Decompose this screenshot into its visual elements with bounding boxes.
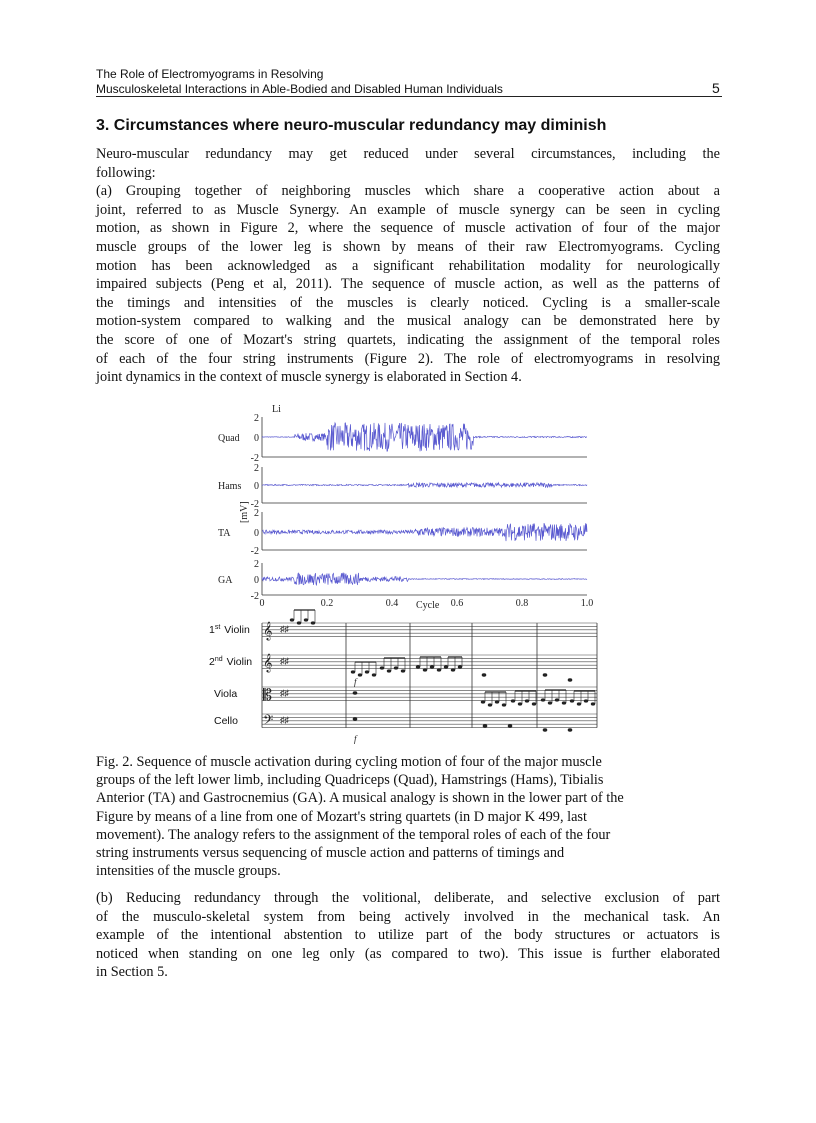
text-line: intensities of the muscle groups.	[96, 863, 281, 880]
note	[297, 621, 301, 624]
note	[508, 724, 513, 727]
note	[518, 702, 522, 705]
text-line: motion, as shown in Figure 2, where the sequence of muscle activation of four of the major	[96, 220, 720, 237]
note	[358, 673, 362, 676]
panel-title: Li	[272, 404, 281, 415]
note	[311, 621, 315, 624]
clef-icon: 𝄞	[263, 623, 273, 640]
x-tick-label: 1.0	[580, 598, 594, 609]
text-line: noticed when standing on one leg only (as compared to two). This issue is further elaborated	[96, 945, 720, 962]
ordinal-suffix: nd	[214, 656, 223, 663]
note	[353, 717, 358, 720]
note	[387, 669, 391, 672]
note	[532, 702, 536, 705]
emg-trace-hams	[262, 483, 587, 488]
text-line: of the musculo-skeletal system from being actively involved in the mechanical task. An	[96, 908, 720, 925]
x-tick-label: 0	[259, 598, 265, 609]
y-tick-label: 0	[254, 433, 259, 444]
instrument-name: Violin	[224, 624, 250, 636]
y-tick-label: 0	[254, 575, 259, 586]
note	[570, 699, 574, 702]
note	[525, 699, 529, 702]
ordinal: 2	[209, 656, 215, 668]
note	[430, 665, 434, 668]
note	[584, 699, 588, 702]
y-tick-label: -2	[250, 499, 259, 510]
text-line: Figure by means of a line from one of Mozart's string quartets (in D major K 499, last	[96, 808, 587, 825]
text-line: Anterior (TA) and Gastrocnemius (GA). A musical analogy is shown in the lower part of the	[96, 790, 624, 807]
note	[394, 666, 398, 669]
dynamic-forte: f	[354, 677, 357, 687]
note	[372, 673, 376, 676]
note	[502, 703, 506, 706]
clef-icon: 𝄞	[263, 655, 273, 672]
text-line: muscle groups of the lower leg is shown by means of their raw Electromyograms. Cycling	[96, 238, 720, 255]
note	[511, 699, 515, 702]
note	[451, 668, 455, 671]
y-tick-label: -2	[250, 591, 259, 602]
note	[562, 701, 566, 704]
y-tick-label: 0	[254, 481, 259, 492]
note	[290, 618, 294, 621]
note	[541, 698, 545, 701]
note	[353, 691, 358, 694]
emg-plot	[218, 404, 593, 611]
note	[482, 673, 487, 676]
ordinal: 1	[209, 624, 215, 636]
clef-icon: 𝄢	[263, 714, 274, 731]
note	[577, 702, 581, 705]
text-line: movement). The analogy refers to the assignment of the temporal roles of each of the four	[96, 826, 611, 843]
note	[380, 666, 384, 669]
text-line: motion-system compared to walking and the musical analogy can be demonstrated here by	[96, 313, 720, 330]
emg-trace-ga	[262, 573, 587, 585]
text-line: Neuro-muscular redundancy may get reduced under several circumstances, including the	[96, 146, 720, 162]
emg-trace-ta	[262, 523, 587, 541]
text-line: joint dynamics in the context of muscle synergy is elaborated in Section 4.	[96, 369, 522, 386]
note	[543, 728, 548, 731]
running-header-line1: The Role of Electromyograms in Resolving	[96, 67, 324, 81]
text-line: following:	[96, 164, 156, 181]
instrument-name: Violin	[226, 656, 253, 668]
x-axis-label: Cycle	[416, 600, 440, 611]
note	[568, 728, 573, 731]
text-line: of each of the four string instruments (Figure 2). The role of electromyograms in resolving	[96, 350, 720, 367]
emg-trace-quad	[262, 423, 587, 451]
y-tick-label: -2	[250, 546, 259, 557]
instrument-label	[209, 624, 250, 636]
y-tick-label: 2	[254, 463, 259, 474]
muscle-label: GA	[218, 575, 233, 586]
running-header-line2: Musculoskeletal Interactions in Able-Bodied and Disabled Human Individuals	[96, 82, 503, 96]
instrument-label: Cello	[214, 715, 238, 727]
note	[568, 678, 573, 681]
instrument-label	[209, 656, 252, 668]
note	[444, 665, 448, 668]
text-line: the score of one of Mozart's string quartets, indicating the assignment of the temporal roles	[96, 331, 720, 348]
key-signature: ♯♯	[280, 715, 289, 725]
muscle-label: TA	[218, 528, 231, 539]
instrument-label: Viola	[214, 688, 238, 700]
text-line: the timings and intensities of the muscles is clearly noticed. Cycling is a smaller-scale	[96, 294, 720, 311]
note	[488, 703, 492, 706]
text-line: string instruments versus sequencing of muscle action and patterns of timings and	[96, 844, 565, 861]
clef-icon: 𝄡	[263, 687, 272, 704]
note	[543, 673, 548, 676]
note	[495, 700, 499, 703]
text-line: example of the intentional abstention to utilize part of the body structures or actuators is	[96, 927, 720, 944]
x-tick-label: 0.4	[385, 598, 399, 609]
note	[437, 668, 441, 671]
y-tick-label: 0	[254, 528, 259, 539]
dynamic-forte: f	[354, 734, 357, 744]
muscle-label: Quad	[218, 433, 240, 444]
x-tick-label: 0.2	[320, 598, 334, 609]
text-line: Fig. 2. Sequence of muscle activation during cycling motion of four of the major muscle	[96, 754, 602, 770]
key-signature: ♯♯	[280, 624, 289, 634]
note	[481, 700, 485, 703]
music-score	[209, 610, 597, 744]
text-line: joint, referred to as Muscle Synergy. An example of muscle synergy can be seen in cycling	[96, 201, 720, 218]
section-title: 3. Circumstances where neuro-muscular redundancy may diminish	[96, 117, 607, 134]
y-tick-label: 2	[254, 508, 259, 519]
text-line: (b) Reducing redundancy through the volitional, deliberate, and selective exclusion of part	[96, 890, 720, 906]
x-tick-label: 0.8	[515, 598, 529, 609]
note	[423, 668, 427, 671]
y-axis-label: [mV]	[239, 501, 250, 523]
note	[555, 698, 559, 701]
note	[365, 670, 369, 673]
figure-caption	[96, 753, 720, 880]
note	[304, 618, 308, 621]
note	[401, 669, 405, 672]
paragraph-b	[96, 889, 720, 982]
text-line: motion has been acknowledged as a significant rehabilitation modality for neurologically	[96, 257, 720, 274]
text-line: groups of the left lower limb, including Quadriceps (Quad), Hamstrings (Hams), Tibialis	[96, 772, 604, 789]
muscle-label: Hams	[218, 481, 242, 492]
y-tick-label: 2	[254, 559, 259, 570]
page-number: 5	[712, 80, 720, 96]
note	[548, 701, 552, 704]
ordinal-suffix: st	[214, 624, 221, 631]
text-line: impaired subjects (Peng et al, 2011). The sequence of muscle action, as well as the patterns of	[96, 276, 720, 293]
key-signature: ♯♯	[280, 656, 289, 666]
note	[351, 670, 355, 673]
text-line: (a) Grouping together of neighboring muscles which share a cooperative action about a	[96, 183, 720, 200]
x-tick-label: 0.6	[450, 598, 464, 609]
y-tick-label: -2	[250, 453, 259, 464]
note	[591, 702, 595, 705]
y-tick-label: 2	[254, 413, 259, 424]
note	[458, 665, 462, 668]
text-line: in Section 5.	[96, 964, 168, 981]
key-signature: ♯♯	[280, 688, 289, 698]
note	[483, 724, 488, 727]
note	[416, 665, 420, 668]
